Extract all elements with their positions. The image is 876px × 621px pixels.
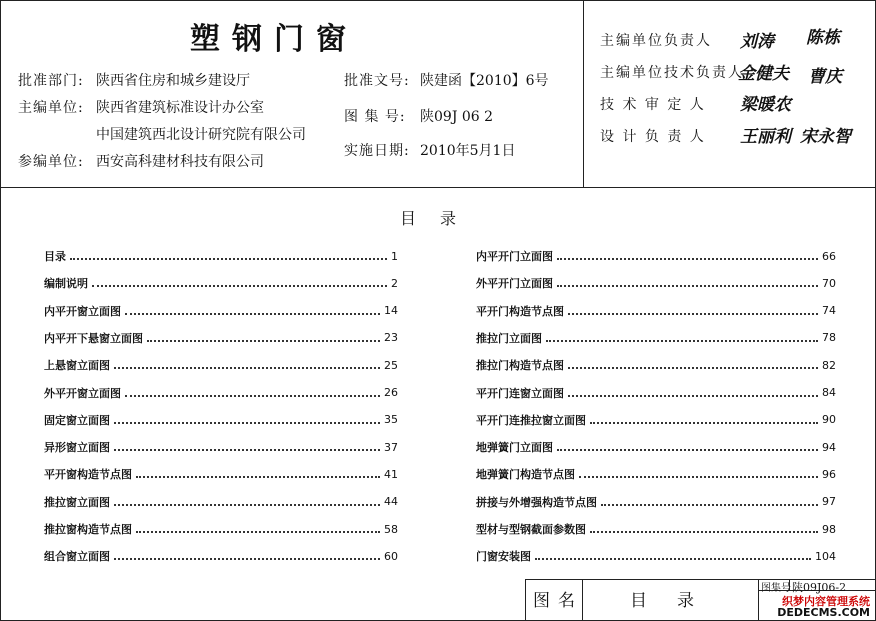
toc-entry-page: 41 xyxy=(384,467,398,481)
toc-entry-title: 拼接与外增强构造节点图 xyxy=(476,495,597,509)
toc-entry[interactable] xyxy=(476,494,836,510)
toc-entry-title: 异形窗立面图 xyxy=(44,441,110,455)
toc-entry[interactable] xyxy=(44,357,398,373)
toc-entry-page: 60 xyxy=(384,549,398,563)
toc-leader-dots xyxy=(92,285,387,287)
toc-entry-title: 型材与型钢截面参数图 xyxy=(476,523,586,536)
toc-entry[interactable] xyxy=(476,439,836,455)
toc-entry-title: 推拉窗构造节点图 xyxy=(44,523,132,536)
signature-chief-2: 陈栋 xyxy=(806,28,840,48)
toc-entry-page: 58 xyxy=(384,522,398,536)
toc-entry-page: 1 xyxy=(391,249,398,263)
toc-entry[interactable] xyxy=(476,357,836,373)
toc-entry-page: 94 xyxy=(822,440,836,454)
co-editor-label: 参编单位: xyxy=(18,154,84,170)
toc-entry-title: 组合窗立面图 xyxy=(44,550,110,564)
toc-entry[interactable] xyxy=(476,248,836,264)
toc-entry[interactable] xyxy=(476,330,836,346)
title-block-name: 目录 xyxy=(630,591,724,611)
editor-unit-1: 陕西省建筑标准设计办公室 xyxy=(96,100,264,116)
title-block-atlas-label: 图集号 xyxy=(761,583,791,594)
title-block-name-label: 图名 xyxy=(533,591,583,611)
toc-entry-title: 外平开窗立面图 xyxy=(44,386,121,400)
toc-entry-page: 14 xyxy=(384,304,398,318)
toc-entry-title: 平开门构造节点图 xyxy=(476,304,564,318)
toc-leader-dots xyxy=(579,476,818,478)
toc-entry-page: 66 xyxy=(822,249,836,263)
toc-entry-title: 内平开门立面图 xyxy=(476,250,553,263)
signature-designer-2: 宋永智 xyxy=(800,127,851,147)
watermark-line2: DEDECMS.COM xyxy=(777,606,870,619)
signature-chief: 刘涛 xyxy=(740,32,774,52)
approval-dept-label: 批准部门: xyxy=(18,73,84,89)
toc-entry-title: 平开窗构造节点图 xyxy=(44,468,132,482)
toc-entry-page: 82 xyxy=(822,358,836,372)
sig-role-tech-chief: 主编单位技术负责人 xyxy=(600,65,744,81)
toc-leader-dots xyxy=(557,258,818,260)
watermark-line1: 织梦内容管理系统 xyxy=(782,595,870,608)
toc-entry[interactable] xyxy=(44,521,398,537)
toc-leader-dots xyxy=(568,395,818,397)
toc-entry[interactable] xyxy=(476,275,836,291)
toc-entry-page: 2 xyxy=(391,276,398,290)
co-editor: 西安高科建材科技有限公司 xyxy=(96,154,264,170)
toc-entry[interactable] xyxy=(44,303,398,319)
toc-entry-title: 门窗安装图 xyxy=(476,550,531,564)
editor-unit-2: 中国建筑西北设计研究院有限公司 xyxy=(96,127,306,143)
toc-leader-dots xyxy=(136,476,380,478)
toc-leader-dots xyxy=(568,367,818,369)
toc-entry-page: 104 xyxy=(815,549,836,563)
atlas-no: 陕09J 06 2 xyxy=(420,109,494,125)
toc-leader-dots xyxy=(114,558,380,560)
effective-date: 2010年5月1日 xyxy=(420,143,516,159)
signature-reviewer: 梁暖农 xyxy=(740,95,791,115)
approval-no: 陕建函【2010】6号 xyxy=(420,73,549,89)
signature-designer: 王丽利 xyxy=(740,127,791,147)
toc-leader-dots xyxy=(147,340,380,342)
toc-entry-page: 97 xyxy=(822,495,836,509)
toc-entry-title: 编制说明 xyxy=(44,277,88,291)
effective-label: 实施日期: xyxy=(344,143,410,159)
approval-dept: 陕西省住房和城乡建设厅 xyxy=(96,73,250,89)
toc-entry[interactable] xyxy=(476,466,836,482)
toc-leader-dots xyxy=(601,504,818,506)
toc-leader-dots xyxy=(590,422,818,424)
sig-role-reviewer: 技 术 审 定 人 xyxy=(600,97,706,113)
toc-entry-page: 70 xyxy=(822,276,836,290)
toc-leader-dots xyxy=(114,504,380,506)
toc-leader-dots xyxy=(136,531,380,533)
toc-leader-dots xyxy=(125,313,380,315)
toc-leader-dots xyxy=(114,367,380,369)
toc-leader-dots xyxy=(114,422,380,424)
toc-entry-page: 23 xyxy=(384,331,398,345)
toc-entry[interactable] xyxy=(476,385,836,401)
toc-leader-dots xyxy=(590,531,818,533)
toc-entry-title: 外平开门立面图 xyxy=(476,277,553,291)
title-block-atlas: 陕09J06-2 xyxy=(792,581,847,594)
editor-unit-label: 主编单位: xyxy=(18,100,84,116)
toc-entry-title: 推拉门构造节点图 xyxy=(476,359,564,373)
toc-entry[interactable] xyxy=(44,248,398,264)
toc-title: 目录 xyxy=(400,209,481,228)
toc-entry-title: 推拉窗立面图 xyxy=(44,495,110,509)
toc-entry-page: 96 xyxy=(822,467,836,481)
toc-leader-dots xyxy=(114,449,380,451)
sig-role-designer: 设 计 负 责 人 xyxy=(600,129,706,145)
toc-leader-dots xyxy=(535,558,811,560)
toc-entry-page: 74 xyxy=(822,304,836,318)
toc-entry[interactable] xyxy=(44,330,398,346)
toc-entry-page: 37 xyxy=(384,440,398,454)
toc-entry[interactable] xyxy=(44,548,398,564)
toc-entry-title: 固定窗立面图 xyxy=(44,413,110,427)
title-block-div2 xyxy=(758,579,759,621)
toc-entry[interactable] xyxy=(476,521,836,537)
signature-tech-chief-2: 曹庆 xyxy=(808,67,842,87)
toc-entry-page: 44 xyxy=(384,495,398,509)
toc-entry-title: 内平开下悬窗立面图 xyxy=(44,331,143,345)
toc-entry-page: 84 xyxy=(822,386,836,399)
atlas-no-label: 图 集 号: xyxy=(344,109,406,125)
toc-leader-dots xyxy=(546,340,818,342)
toc-entry[interactable] xyxy=(476,548,836,564)
toc-entry-title: 平开门连窗立面图 xyxy=(476,386,564,400)
signature-divider xyxy=(583,0,584,187)
toc-entry[interactable] xyxy=(476,412,836,428)
toc-entry-title: 内平开窗立面图 xyxy=(44,304,121,318)
toc-entry-title: 地弹簧门立面图 xyxy=(476,441,553,455)
toc-entry-page: 26 xyxy=(384,386,398,399)
toc-entry-page: 78 xyxy=(822,331,836,345)
toc-entry[interactable] xyxy=(476,303,836,319)
title-block-left xyxy=(525,579,526,621)
signature-tech-chief: 金健夫 xyxy=(738,64,789,84)
toc-entry[interactable] xyxy=(44,385,398,401)
toc-leader-dots xyxy=(70,258,387,260)
toc-entry-page: 35 xyxy=(384,413,398,427)
toc-entry[interactable] xyxy=(44,275,398,291)
toc-leader-dots xyxy=(557,285,818,287)
toc-entry-title: 推拉门立面图 xyxy=(476,331,542,345)
toc-entry-page: 98 xyxy=(822,522,836,536)
toc-entry-page: 25 xyxy=(384,358,398,372)
toc-entry-title: 目录 xyxy=(44,250,66,263)
toc-entry-title: 上悬窗立面图 xyxy=(44,359,110,373)
sig-role-chief: 主编单位负责人 xyxy=(600,33,712,49)
approval-no-label: 批准文号: xyxy=(344,73,410,89)
header-divider xyxy=(0,187,876,188)
toc-leader-dots xyxy=(557,449,818,451)
toc-entry[interactable] xyxy=(44,439,398,455)
toc-entry-title: 地弹簧门构造节点图 xyxy=(476,468,575,482)
toc-entry-title: 平开门连推拉窗立面图 xyxy=(476,413,586,427)
toc-leader-dots xyxy=(568,313,818,315)
page-title: 塑钢门窗 xyxy=(190,22,358,57)
toc-entry[interactable] xyxy=(44,412,398,428)
toc-leader-dots xyxy=(125,395,380,397)
toc-entry[interactable] xyxy=(44,466,398,482)
toc-entry-page: 90 xyxy=(822,413,836,427)
toc-entry[interactable] xyxy=(44,494,398,510)
